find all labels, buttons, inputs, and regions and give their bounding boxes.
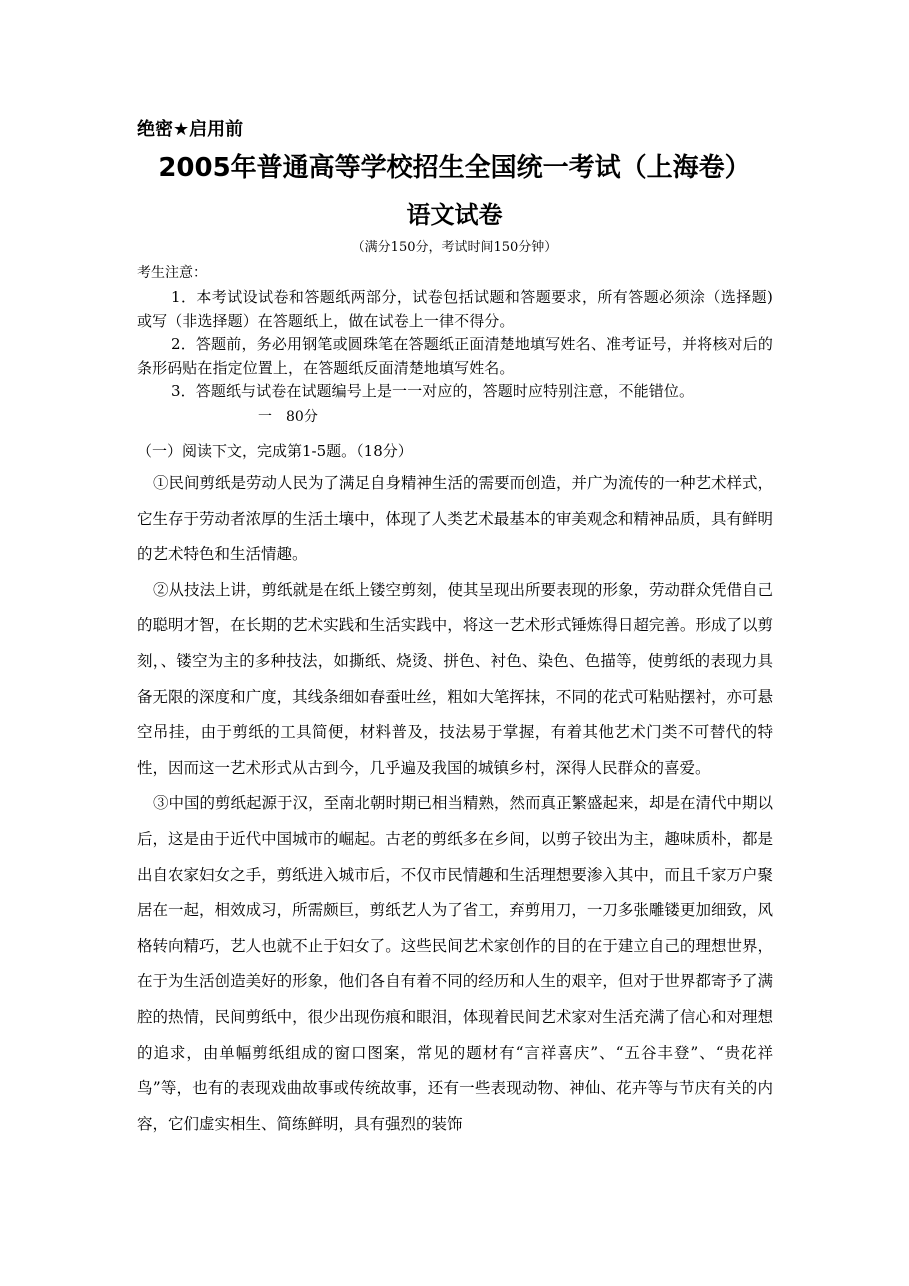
passage-paragraph: ②从技法上讲，剪纸就是在纸上镂空剪刻，使其呈现出所要表现的形象，劳动群众凭借自己的聪明才智，在长期的艺术实践和生活实践中，将这一艺术形式锤炼得日超完善。形成了以剪刻，、镂空为主的多种技法，如撕纸、烧烫、拼色、衬色、染色、色描等，使剪纸的表现力具备无限的深度和广度，其线条细如春蚕吐丝，粗如大笔挥抹，不同的花式可粘贴摆衬，亦可悬空吊挂，由于剪纸的工具简便，材料普及，技法易于掌握，有着其他艺术门类不可替代的特性，因而这一艺术形式从古到今，几乎遍及我国的城镇乡村，深得人民群众的喜爱。 [137,580,774,777]
reading-passage [137,466,773,1142]
notice-list [137,286,773,404]
notice-item: 2．答题前，务必用钢笔或圆珠笔在答题纸正面清楚地填写姓名、准考证号，并将核对后的条形码贴在指定位置上，在答题纸反面清楚地填写姓名。 [137,335,773,377]
passage-paragraph: ③中国的剪纸起源于汉，至南北朝时期已相当精熟，然而真正繁盛起来，却是在清代中期以后，这是由于近代中国城市的崛起。古老的剪纸多在乡间，以剪子铰出为主，趣味质朴，都是出自农家妇女之手，剪纸进入城市后，不仅市民情趣和生活理想要渗入其中，而且千家万户聚居在一起，相效成习，所需颇巨，剪纸艺人为了省工，弃剪用刀，一刀多张雕镂更加细致，风格转向精巧，艺人也就不止于妇女了。这些民间艺术家创作的目的在于建立自己的理想世界，在于为生活创造美好的形象，他们各自有着不同的经历和人生的艰辛，但对于世界都寄予了满腔的热情，民间剪纸中，很少出现伤痕和眼泪，体现着民间艺术家对生活充满了信心和对理想的追求，由单幅剪纸组成的窗口图案，常见的题材有“言祥喜庆”、“五谷丰登”、“贵花祥鸟”等，也有的表现戏曲故事或传统故事，还有一些表现动物、神仙、花卉等与节庆有关的内容，它们虚实相生、简练鲜明，具有强烈的装饰 [137,794,774,1133]
exam-title: 2005年普通高等学校招生全国统一考试（上海卷） [158,153,751,183]
part-heading: （一）阅读下文，完成第1-5题。（18分） [137,442,413,460]
confidential-mark: 绝密★启用前 [137,119,244,140]
notice-item: 1．本考试设试卷和答题纸两部分，试卷包括试题和答题要求，所有答题必须涂（选择题)或写（非选择题）在答题纸上，做在试卷上一律不得分。 [137,288,773,330]
notice-item: 3．答题纸与试卷在试题编号上是一一对应的，答题时应特别注意，不能错位。 [171,382,695,400]
notice-heading: 考生注意： [137,265,207,281]
passage-paragraph: ①民间剪纸是劳动人民为了满足自身精神生活的需要而创造，并广为流传的一种艺术样式，它生存于劳动者浓厚的生活土壤中，体现了人类艺术最基本的审美观念和精神品质，具有鲜明的艺术特色和生活情趣。 [137,474,774,564]
exam-subtitle: 语文试卷 [406,201,503,229]
section-label: 一 80分 [258,409,318,425]
score-time-note: （满分150分，考试时间150分钟） [351,240,558,255]
